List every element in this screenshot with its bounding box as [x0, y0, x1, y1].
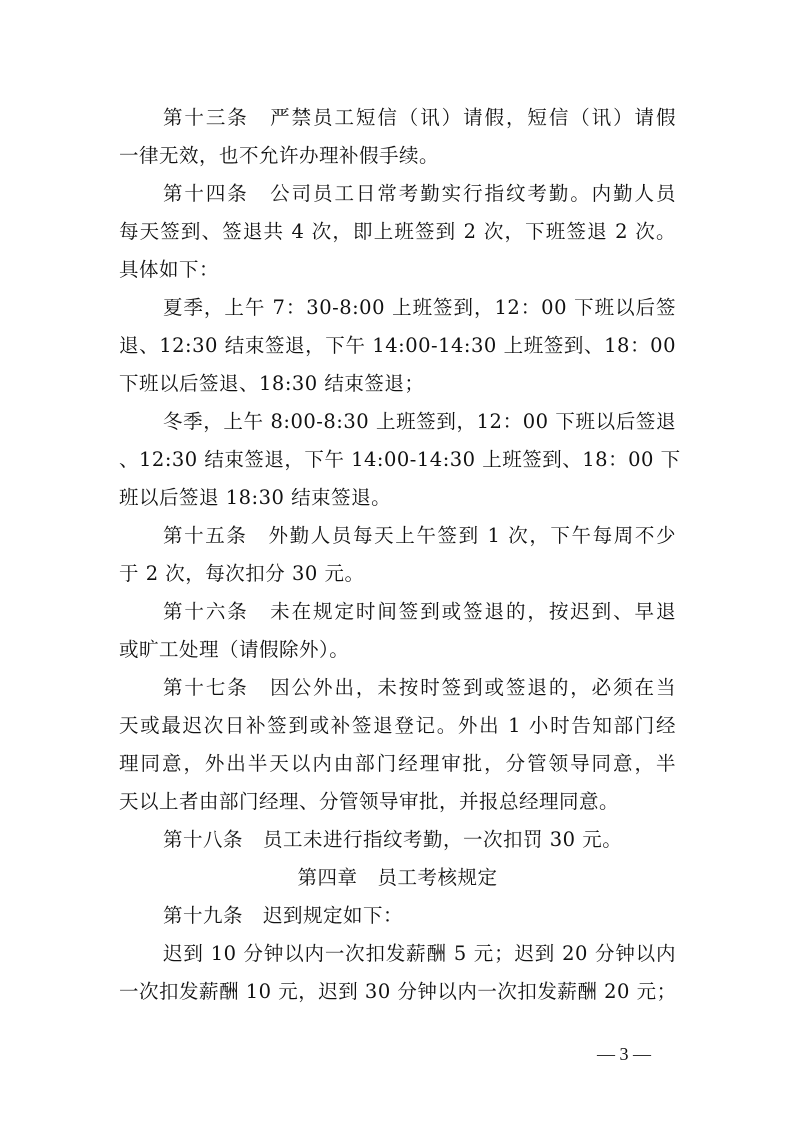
- text-line: 天以上者由部门经理、分管领导审批，并报总经理同意。: [119, 790, 620, 813]
- text-line: 冬季，上午 8:00-8:30 上班签到，12：00 下班以后签退: [163, 410, 676, 433]
- text-line: 具体如下：: [119, 258, 220, 281]
- text-line: 第十八条 员工未进行指纹考勤，一次扣罚 30 元。: [163, 828, 623, 851]
- text-line: 下班以后签退、18:30 结束签退；: [119, 372, 425, 395]
- text-line: 第十五条 外勤人员每天上午签到 1 次，下午每周不少: [163, 524, 676, 547]
- document-body: [119, 99, 681, 1011]
- text-line: 第十三条 严禁员工短信（讯）请假，短信（讯）请假: [163, 106, 676, 129]
- text-line: 每天签到、签退共 4 次，即上班签到 2 次，下班签退 2 次。: [119, 220, 676, 243]
- text-line: 一次扣发薪酬 10 元，迟到 30 分钟以内一次扣发薪酬 20 元；: [119, 980, 677, 1003]
- page-number-label: — 3 —: [597, 1044, 651, 1064]
- text-line: 班以后签退 18:30 结束签退。: [119, 486, 392, 509]
- text-line: 于 2 次，每次扣分 30 元。: [119, 562, 365, 585]
- text-line: 一律无效，也不允许办理补假手续。: [119, 144, 440, 167]
- text-line: 退、12:30 结束签退，下午 14:00-14:30 上班签到、18：00: [119, 334, 676, 357]
- text-line: 天或最迟次日补签到或补签退登记。外出 1 小时告知部门经: [119, 714, 676, 737]
- chapter-heading: 第四章 员工考核规定: [297, 866, 498, 889]
- text-line: 第十九条 迟到规定如下：: [163, 904, 404, 927]
- text-line: 迟到 10 分钟以内一次扣发薪酬 5 元；迟到 20 分钟以内: [163, 942, 676, 965]
- text-line: 第十七条 因公外出，未按时签到或签退的，必须在当: [163, 676, 676, 699]
- text-line: 第十六条 未在规定时间签到或签退的，按迟到、早退: [163, 600, 676, 623]
- text-line: 夏季，上午 7：30-8:00 上班签到，12：00 下班以后签: [163, 296, 676, 319]
- text-line: 或旷工处理（请假除外）。: [119, 638, 350, 661]
- page-number: [0, 1042, 794, 1066]
- text-line: 理同意，外出半天以内由部门经理审批，分管领导同意，半: [119, 752, 676, 775]
- text-line: 第十四条 公司员工日常考勤实行指纹考勤。内勤人员: [163, 182, 676, 205]
- text-line: 、12:30 结束签退，下午 14:00-14:30 上班签到、18：00 下: [119, 448, 681, 471]
